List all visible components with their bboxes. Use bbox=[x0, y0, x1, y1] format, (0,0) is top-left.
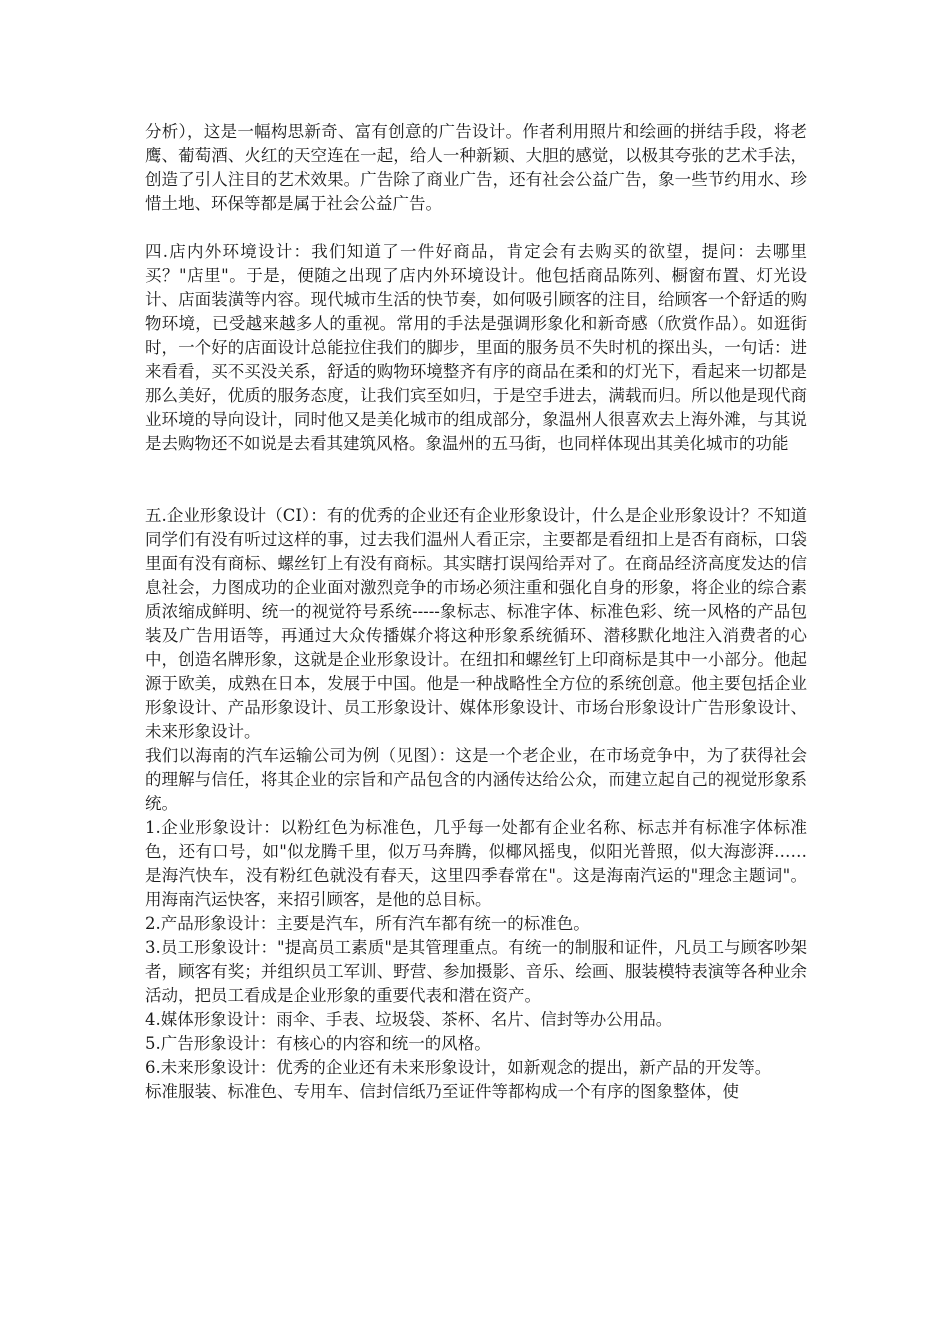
list-item-staff-image: 3.员工形象设计："提高员工素质"是其管理重点。有统一的制服和证件，凡员工与顾客吵架者，顾客有奖；并组织员工军训、野营、参加摄影、音乐、绘画、服装模特表演等各种业余活动，把员工看成是企业形象的重要代表和潜在资产。 bbox=[145, 938, 807, 1005]
paragraph-store-environment-design: 四.店内外环境设计：我们知道了一件好商品，肯定会有去购买的欲望，提问：去哪里买？"店里"。于是，便随之出现了店内外环境设计。他包括商品陈列、橱窗布置、灯光设计、店面装潢等内容。现代城市生活的快节奏，如何吸引顾客的注目，给顾客一个舒适的购物环境，已受越来越多人的重视。常用的手法是强调形象化和新奇感（欣赏作品）。如逛街时，一个好的店面设计总能拉住我们的脚步，里面的服务员不失时机的探出头，一句话：进来看看，买不买没关系，舒适的购物环境整齐有序的商品在柔和的灯光下，看起来一切都是那么美好，优质的服务态度，让我们宾至如归，于是空手进去，满载而归。所以他是现代商业环境的导向设计，同时他又是美化城市的组成部分，象温州人很喜欢去上海外滩，与其说是去购物还不如说是去看其建筑风格。象温州的五马街，也同样体现出其美化城市的功能 bbox=[145, 242, 807, 453]
list-item-product-image: 2.产品形象设计：主要是汽车，所有汽车都有统一的标准色。 bbox=[145, 914, 590, 933]
paragraph-standard-uniform: 标准服装、标准色、专用车、信封信纸乃至证件等都构成一个有序的图象整体，使 bbox=[145, 1082, 739, 1101]
paragraph-corporate-identity-design: 五.企业形象设计（CI）：有的优秀的企业还有企业形象设计，什么是企业形象设计？不知道同学们有没有听过这样的事，过去我们温州人看正宗，主要都是看纽扣上是否有商标，口袋里面有没有商标、螺丝钉上有没有商标。其实瞎打误闯给弄对了。在商品经济高度发达的信息社会，力图成功的企业面对激烈竞争的市场必须注重和强化自身的形象，将企业的综合素质浓缩成鲜明、统一的视觉符号系统-----象标志、标准字体、标准色彩、统一风格的产品包装及广告用语等，再通过大众传播媒介将这种形象系统循环、潜移默化地注入消费者的心中，创造名牌形象，这就是企业形象设计。在纽扣和螺丝钉上印商标是其中一小部分。他起源于欧美，成熟在日本，发展于中国。他是一种战略性全方位的系统创意。他主要包括企业形象设计、产品形象设计、员工形象设计、媒体形象设计、市场台形象设计广告形象设计、未来形象设计。 bbox=[145, 506, 807, 741]
list-item-future-image: 6.未来形象设计：优秀的企业还有未来形象设计，如新观念的提出，新产品的开发等。 bbox=[145, 1058, 772, 1077]
paragraph-ad-design-conclusion: 分析），这是一幅构思新奇、富有创意的广告设计。作者利用照片和绘画的拼结手段，将老鹰、葡萄酒、火红的天空连在一起，给人一种新颖、大胆的感觉，以极其夸张的艺术手法，创造了引人注目的艺术效果。广告除了商业广告，还有社会公益广告，象一些节约用水、珍惜土地、环保等都是属于社会公益广告。 bbox=[145, 122, 807, 213]
paragraph-spacer bbox=[145, 456, 807, 504]
list-item-advertising-image: 5.广告形象设计：有核心的内容和统一的风格。 bbox=[145, 1034, 491, 1053]
paragraph-spacer bbox=[145, 216, 807, 240]
list-item-corporate-image: 1.企业形象设计：以粉红色为标准色，几乎每一处都有企业名称、标志并有标准字体标准色，还有口号，如"似龙腾千里，似万马奔腾，似椰风摇曳，似阳光普照，似大海澎湃……是海汽快车，没有粉红色就没有春天，这里四季春常在"。这是海南汽运的"理念主题词"。用海南汽运快客，来招引顾客，是他的总目标。 bbox=[145, 818, 807, 909]
paragraph-hainan-example: 我们以海南的汽车运输公司为例（见图）：这是一个老企业，在市场竞争中，为了获得社会的理解与信任，将其企业的宗旨和产品包含的内涵传达给公众，而建立起自己的视觉形象系统。 bbox=[145, 746, 807, 813]
document-page bbox=[145, 120, 807, 1104]
list-item-media-image: 4.媒体形象设计：雨伞、手表、垃圾袋、茶杯、名片、信封等办公用品。 bbox=[145, 1010, 673, 1029]
